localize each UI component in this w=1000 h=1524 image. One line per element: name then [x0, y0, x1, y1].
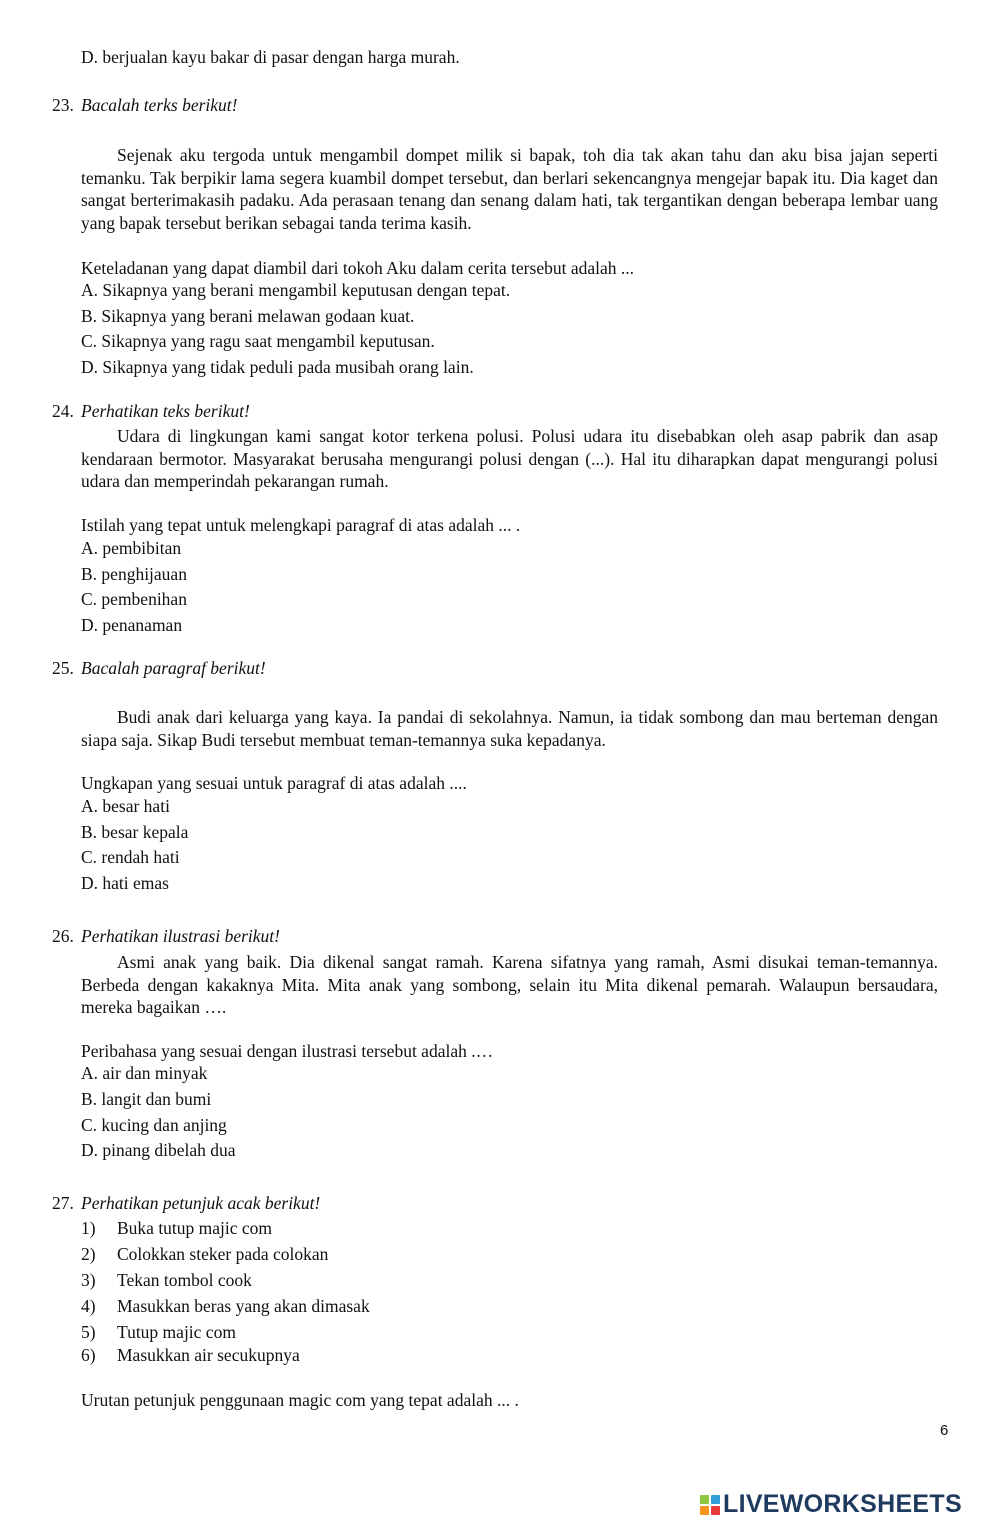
q26-passage [81, 951, 938, 1019]
q25-passage-text: Budi anak dari keluarga yang kaya. Ia pandai di sekolahnya. Namun, ia tidak sombong dan mau berteman dengan siapa saja. Sikap Budi tersebut membuat teman-temannya suka kepadanya. [81, 707, 938, 750]
q23-question: Keteladanan yang dapat diambil dari tokoh Aku dalam cerita tersebut adalah ... [81, 258, 634, 278]
q27-step-text: Masukkan air secukupnya [117, 1345, 300, 1365]
logo-grid-icon [700, 1495, 720, 1515]
q27-step-number: 6) [81, 1345, 96, 1365]
page-number: 6 [940, 1422, 949, 1439]
q27-step-text: Tekan tombol cook [117, 1270, 252, 1290]
q26-option-b[interactable]: B. langit dan bumi [81, 1089, 212, 1109]
q27-step-number: 4) [81, 1296, 96, 1316]
q27-step-text: Tutup majic com [117, 1322, 236, 1342]
q24-option-b[interactable]: B. penghijauan [81, 564, 187, 584]
q23-passage [81, 144, 938, 234]
q23-option-b[interactable]: B. Sikapnya yang berani melawan godaan kuat. [81, 306, 415, 326]
q24-number: 24. [52, 401, 74, 421]
q26-question: Peribahasa yang sesuai dengan ilustrasi tersebut adalah .… [81, 1041, 494, 1061]
logo-square-green [700, 1495, 709, 1504]
q25-question: Ungkapan yang sesuai untuk paragraf di atas adalah .... [81, 773, 467, 793]
q23-option-a[interactable]: A. Sikapnya yang berani mengambil keputusan dengan tepat. [81, 280, 511, 300]
q24-option-c[interactable]: C. pembenihan [81, 589, 187, 609]
q23-title: Bacalah terks berikut! [81, 95, 238, 115]
q23-option-d[interactable]: D. Sikapnya yang tidak peduli pada musibah orang lain. [81, 357, 474, 377]
q24-passage-text: Udara di lingkungan kami sangat kotor terkena polusi. Polusi udara itu disebabkan oleh asap pabrik dan asap kendaraan bermotor. Masyarakat berusaha mengurangi polusi dengan (...). Hal itu diharapkan dapat mengurangi polusi udara dan memperindah pekarangan rumah. [81, 426, 938, 491]
q25-title: Bacalah paragraf berikut! [81, 658, 266, 678]
q26-option-a[interactable]: A. air dan minyak [81, 1063, 208, 1083]
q27-step-number: 2) [81, 1244, 96, 1264]
q23-option-c[interactable]: C. Sikapnya yang ragu saat mengambil keputusan. [81, 331, 435, 351]
q26-option-d[interactable]: D. pinang dibelah dua [81, 1140, 236, 1160]
q25-number: 25. [52, 658, 74, 678]
q26-title: Perhatikan ilustrasi berikut! [81, 926, 280, 946]
q24-title: Perhatikan teks berikut! [81, 401, 250, 421]
logo-square-blue [711, 1495, 720, 1504]
q27-title: Perhatikan petunjuk acak berikut! [81, 1193, 321, 1213]
q27-step-number: 5) [81, 1322, 96, 1342]
q26-passage-text: Asmi anak yang baik. Dia dikenal sangat ramah. Karena sifatnya yang ramah, Asmi disukai teman-temannya. Berbeda dengan kakaknya Mita. Mita anak yang sombong, selain itu Mita dikenal pemarah. Walaupun bersaudara, mereka bagaikan …. [81, 952, 938, 1017]
liveworksheets-logo[interactable] [700, 1490, 962, 1519]
q25-passage [81, 706, 938, 751]
q27-number: 27. [52, 1193, 74, 1213]
brand-text: LIVEWORKSHEETS [723, 1490, 962, 1518]
logo-square-red [711, 1506, 720, 1515]
q25-option-b[interactable]: B. besar kepala [81, 822, 189, 842]
q25-option-d[interactable]: D. hati emas [81, 873, 169, 893]
prev-option-d: D. berjualan kayu bakar di pasar dengan harga murah. [81, 47, 460, 67]
q26-option-c[interactable]: C. kucing dan anjing [81, 1115, 227, 1135]
q23-passage-text: Sejenak aku tergoda untuk mengambil dompet milik si bapak, toh dia tak akan tahu dan aku bisa jajan seperti temanku. Tak berpikir lama segera kuambil dompet tersebut, dan berlari sekencangnya mengejar bapak itu. Dia kaget dan sangat berterimakasih padaku. Ada perasaan tenang dan senang dalam hati, tak tergantikan dengan beberapa lembar uang yang bapak tersebut berikan sebagai tanda terima kasih. [81, 145, 938, 233]
q24-question: Istilah yang tepat untuk melengkapi paragraf di atas adalah ... . [81, 515, 521, 535]
q26-number: 26. [52, 926, 74, 946]
q27-step-text: Masukkan beras yang akan dimasak [117, 1296, 370, 1316]
q27-question: Urutan petunjuk penggunaan magic com yang tepat adalah ... . [81, 1390, 519, 1410]
q24-passage [81, 425, 938, 493]
logo-square-orange [700, 1506, 709, 1515]
q24-option-d[interactable]: D. penanaman [81, 615, 183, 635]
q27-step-text: Buka tutup majic com [117, 1218, 273, 1238]
q27-step-text: Colokkan steker pada colokan [117, 1244, 329, 1264]
q25-option-a[interactable]: A. besar hati [81, 796, 170, 816]
q27-step-number: 3) [81, 1270, 96, 1290]
q27-step-number: 1) [81, 1218, 96, 1238]
q24-option-a[interactable]: A. pembibitan [81, 538, 182, 558]
q23-number: 23. [52, 95, 74, 115]
q25-option-c[interactable]: C. rendah hati [81, 847, 180, 867]
